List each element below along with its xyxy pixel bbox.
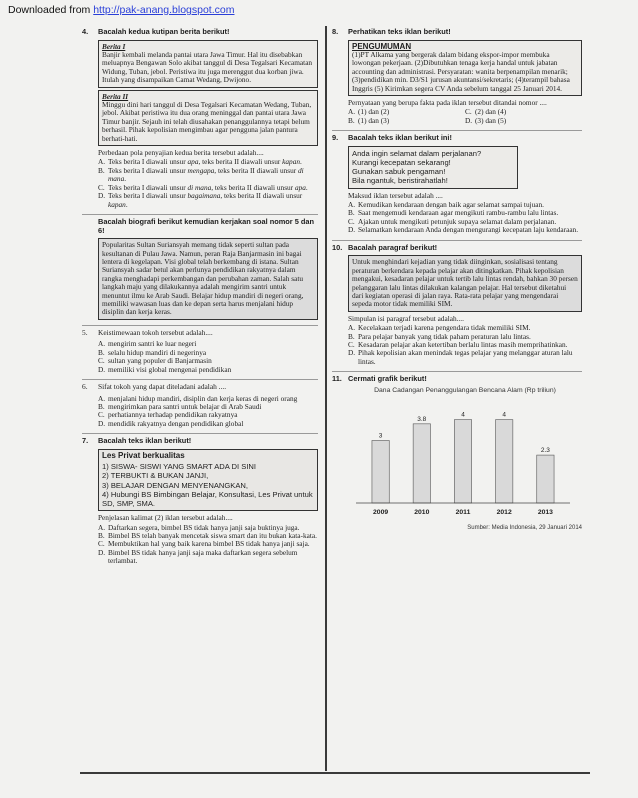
option-text-part: , teks berita II diawali unsur xyxy=(214,165,298,175)
ad-line: Gunakan sabuk pengaman! xyxy=(352,167,446,177)
option-letter: B. xyxy=(98,531,105,541)
news-box-1 xyxy=(98,40,318,88)
bar-value-label: 2.3 xyxy=(540,446,550,454)
question-prompt: Bacalah biografi berikut kemudian kerjakan soal nomor 5 dan 6! xyxy=(98,216,315,235)
question-number: 9. xyxy=(332,133,339,143)
options-grid xyxy=(332,108,582,125)
option-text: mendidik rakyatnya dengan pendidikan global xyxy=(108,418,244,428)
left-column xyxy=(82,26,318,566)
option-text-italic: kapan xyxy=(108,199,126,209)
ad-box-les-privat xyxy=(98,449,318,511)
answer-option[interactable] xyxy=(98,167,318,184)
question-prompt: Bacalah kedua kutipan berita berikut! xyxy=(98,27,230,36)
option-text: Membuktikan hal yang baik karena bimbel BS tidak hanya janji saja. xyxy=(108,539,310,549)
ad-line: Kurangi kecepatan sekarang! xyxy=(352,158,451,168)
option-letter: D. xyxy=(348,348,356,358)
x-tick-label: 2012 xyxy=(496,508,512,516)
answer-option[interactable] xyxy=(98,366,318,374)
option-text: (3) dan (5) xyxy=(475,115,507,125)
option-text: Kesadaran pelajar akan ketertiban berlalu lintas masih memprihatinkan. xyxy=(358,339,568,349)
option-text: mengirimkan para santri untuk belajar di Arab Saudi xyxy=(108,401,262,411)
x-tick-label: 2009 xyxy=(373,508,389,516)
question-10-header xyxy=(332,244,582,253)
bar-value-label: 4 xyxy=(461,411,465,419)
ad-lines xyxy=(352,149,514,186)
option-text-italic: mengapa xyxy=(187,165,215,175)
option-text-italic: bagaimana xyxy=(187,191,221,201)
announcement-box xyxy=(348,40,582,96)
paragraph-box xyxy=(348,255,582,311)
question-prompt: Bacalah teks iklan berikut ini! xyxy=(348,133,452,143)
question-number: 11. xyxy=(332,374,342,384)
x-tick-label: 2010 xyxy=(414,508,430,516)
option-text: Bimbel BS telah banyak mencetak siswa smart dan itu bukan kata-kata. xyxy=(108,531,317,541)
question-number: 10. xyxy=(332,242,343,252)
watermark-prefix: Downloaded from xyxy=(8,4,94,16)
question-5-header xyxy=(82,329,318,338)
ad-box-safety xyxy=(348,146,518,189)
question-stem: Sifat tokoh yang dapat diteladani adalah .... xyxy=(98,381,227,391)
answer-option[interactable] xyxy=(98,420,318,428)
ad-lines xyxy=(102,462,314,508)
ad-line: 4) Hubungi BS Bimbingan Belajar, Konsultasi, Les Privat untuk SD, SMP, SMA. xyxy=(102,489,313,508)
option-letter: A. xyxy=(348,107,356,117)
option-letter: C. xyxy=(98,539,105,549)
question-number: 8. xyxy=(332,27,339,36)
option-letter: A. xyxy=(98,339,106,349)
option-text xyxy=(108,167,318,184)
news-box-2 xyxy=(98,90,318,146)
question-prompt: Cermati grafik berikut! xyxy=(348,374,427,384)
biography-text: Popularitas Sultan Suriansyah memang tidak seperti sultan pada kesultanan di Pulau Jawa. Namun, peran Raja Banjarmasin ini bagai lentera di kegelapan. Visi global telah berkembang di istana. Sultan Suriansyah sadar betul akan perlunya pendidikan rakyatnya dalam rangka menghadapi perkembangan dan perubahan zaman. Salah satu langkah maju yang dilakukannya adalah mengirim santri untuk menuntut ilmu ke Arab Saudi. Belajar hidup mandiri di negeri orang, memiliki wawasan luas dan ke depan serta harus menjalani hidup disiplin dan kerja keras. xyxy=(102,240,304,317)
option-text: Kemudikan kendaraan dengan baik agar selamat sampai tujuan. xyxy=(358,200,544,210)
option-letter: A. xyxy=(348,200,356,210)
chart-bar xyxy=(454,419,471,502)
question-5-6-header xyxy=(82,218,318,235)
news-title-2: Berita II xyxy=(102,91,129,101)
option-text-part: Teks berita I diawali unsur xyxy=(108,157,188,167)
x-tick-label: 2013 xyxy=(537,508,553,516)
option-text-italic: di mana xyxy=(108,165,304,184)
separator xyxy=(82,379,318,380)
separator xyxy=(332,240,582,241)
option-text-part: , teks berita II diawali unsur xyxy=(220,191,303,201)
question-11-header xyxy=(332,375,582,384)
question-stem: Perbedaan pola penyajian kedua berita tersebut adalah.... xyxy=(98,148,264,158)
news-title-1: Berita I xyxy=(102,41,126,51)
option-text: (1) dan (2) xyxy=(358,107,390,117)
question-7-header xyxy=(82,437,318,446)
option-text: sultan yang populer di Banjarmasin xyxy=(108,356,212,366)
options-list xyxy=(332,324,582,366)
option-letter: B. xyxy=(348,115,355,125)
option-letter: C. xyxy=(348,216,355,226)
ad-line: Bila ngantuk, beristirahatlah! xyxy=(352,176,448,186)
ad-title: Les Privat berkualitas xyxy=(102,450,185,460)
question-number: 5. xyxy=(82,327,88,337)
question-stem: Penjelasan kalimat (2) iklan tersebut adalah.... xyxy=(98,513,233,523)
option-letter: B. xyxy=(98,347,105,357)
option-text: Kecelakaan terjadi karena pengendara tidak memiliki SIM. xyxy=(358,323,531,333)
bar-value-label: 3.8 xyxy=(417,415,427,423)
question-stem: Simpulan isi paragraf tersebut adalah.... xyxy=(348,313,464,323)
x-tick-label: 2011 xyxy=(455,508,471,516)
answer-option[interactable] xyxy=(348,117,465,125)
option-letter: C. xyxy=(98,356,105,366)
option-text: perhatiannya terhadap pendidikan rakyatnya xyxy=(108,410,238,420)
option-text: Pihak kepolisian akan menindak tegas pelajar yang melanggar aturan lalu lintas. xyxy=(358,348,573,366)
option-text: Ajakan untuk mengikuti petunjuk supaya selamat dalam perjalanan. xyxy=(358,216,557,226)
option-letter: B. xyxy=(348,331,355,341)
chart-bar xyxy=(372,440,389,503)
answer-option[interactable] xyxy=(465,117,582,125)
bar-chart xyxy=(348,387,582,533)
option-text-part: , teks berita II diawali unsur xyxy=(198,157,283,167)
option-letter: A. xyxy=(98,157,106,167)
question-number: 4. xyxy=(82,27,89,36)
option-text: Saat mengemudi kendaraan agar mengikuti rambu-rambu lalu lintas. xyxy=(358,208,559,218)
option-text-italic: kapan xyxy=(282,157,301,167)
paragraph-text: Untuk menghindari kejadian yang tidak diinginkan, sosialisasi tentang peraturan berkendara kepada pelajar akan ditingkatkan. Pihak kepolisian mengakui, kesadaran pelajar untuk tertib lalu lintas rendah, bahkan 30 persen pelanggaran lalu lintas dilakukan kalangan pelajar. Hal tersebut diketahui dari kegiatan operasi di jalan raya. Rata-rata pelajar yang mengendarai sepeda motor tidak memiliki SIM. xyxy=(352,257,578,309)
answer-option[interactable] xyxy=(98,549,318,566)
options-list xyxy=(82,395,318,429)
option-letter: A. xyxy=(348,323,356,333)
bar-value-label: 4 xyxy=(502,411,507,419)
option-letter: C. xyxy=(98,182,105,192)
question-stem: Pernyataan yang berupa fakta pada iklan tersebut ditandai nomor .... xyxy=(348,98,547,108)
question-prompt: Bacalah paragraf berikut! xyxy=(348,242,438,252)
options-list xyxy=(82,524,318,566)
ad-line: Anda ingin selamat dalam perjalanan? xyxy=(352,148,482,158)
bar-value-label: 3 xyxy=(378,432,383,440)
chart-bar xyxy=(413,424,430,503)
ad-line: 3) BELAJAR DENGAN MENYENANGKAN, xyxy=(102,480,249,490)
column-divider xyxy=(325,26,327,771)
option-text-italic: apa xyxy=(294,182,306,192)
watermark-link[interactable]: http://pak-anang.blogspot.com xyxy=(93,4,235,16)
option-letter: B. xyxy=(348,208,355,218)
announcement-title: PENGUMUMAN xyxy=(352,41,412,51)
option-letter: D. xyxy=(98,418,106,428)
option-text-part: . xyxy=(125,199,128,209)
question-6-header xyxy=(82,383,318,392)
option-text: menjalani hidup mandiri, disiplin dan kerja keras di negeri orang xyxy=(108,393,298,403)
option-letter: D. xyxy=(348,225,356,235)
biography-box xyxy=(98,238,318,320)
option-text: mengirim santri ke luar negeri xyxy=(108,339,197,349)
chart-title: Dana Cadangan Penanggulangan Bencana Alam (Rp triliun) xyxy=(374,386,556,394)
question-stem: Keistimewaan tokoh tersebut adalah.... xyxy=(98,327,213,337)
option-letter: D. xyxy=(98,364,106,374)
separator xyxy=(332,371,582,372)
option-letter: B. xyxy=(98,401,105,411)
news-text-2: Minggu dini hari tanggul di Desa Tegalsari Kecamatan Wedang, Tuban, jebol. Akibat peristiwa itu dua orang meninggal dan pantai utara Jawa Timur banjir. Sejauh ini telah diusahakan penanggulannya tetapi belum berhasil. Pihak kepolisian mengimbau agar pengguna jalan pantura berhati-hati. xyxy=(102,100,312,143)
bottom-rule xyxy=(80,772,590,774)
option-text: Daftarkan segera, bimbel BS tidak hanya janji saja buktinya juga. xyxy=(108,522,300,532)
option-letter: D. xyxy=(98,191,106,201)
option-text: selalu hidup mandiri di negerinya xyxy=(108,347,207,357)
question-prompt: Bacalah teks iklan berikut! xyxy=(98,436,192,446)
question-prompt: Perhatikan teks iklan berikut! xyxy=(348,27,451,36)
answer-option[interactable] xyxy=(348,226,582,234)
answer-option[interactable] xyxy=(348,349,582,366)
option-text: Para pelajar banyak yang tidak paham peraturan lalu lintas. xyxy=(358,331,531,341)
separator xyxy=(332,130,582,131)
chart-source: Sumber: Media Indonesia, 29 Januari 2014 xyxy=(467,525,582,532)
question-number: 6. xyxy=(82,381,88,391)
option-text xyxy=(108,192,318,209)
separator xyxy=(82,214,318,215)
download-watermark xyxy=(8,4,234,16)
chart-svg xyxy=(348,395,578,521)
option-text-italic: di mana xyxy=(187,182,212,192)
option-text-italic: apa xyxy=(187,157,199,167)
option-letter: D. xyxy=(465,115,473,125)
separator xyxy=(82,325,318,326)
option-text: Selamatkan kendaraan Anda dengan mengurangi kecepatan laju kendaraan. xyxy=(358,225,579,235)
option-text-part: Teks berita I diawali unsur xyxy=(108,182,188,192)
answer-option[interactable] xyxy=(98,192,318,209)
option-text-part: . xyxy=(124,174,127,184)
option-letter: A. xyxy=(98,522,106,532)
question-8-header xyxy=(332,28,582,37)
options-list xyxy=(82,158,318,208)
option-text-part: . xyxy=(305,182,308,192)
question-number: 7. xyxy=(82,436,89,446)
ad-line: 2) TERBUKTI & BUKAN JANJI, xyxy=(102,471,209,481)
question-stem: Maksud iklan tersebut adalah .... xyxy=(348,190,443,200)
chart-bar xyxy=(496,419,513,502)
chart-bar xyxy=(537,455,554,503)
option-letter: D. xyxy=(98,547,106,557)
option-text-part: . xyxy=(300,157,302,167)
options-list xyxy=(82,340,318,374)
option-text-part: , teks berita II diawali unsur xyxy=(211,182,295,192)
option-letter: C. xyxy=(348,339,355,349)
option-text: (2) dan (4) xyxy=(475,107,507,117)
option-text: Bimbel BS tidak hanya janji saja maka daftarkan segera sebelum terlambat. xyxy=(108,547,298,566)
news-text-1: Banjir kembali melanda pantai utara Jawa Timur. Hal itu disebabkan meluapnya Bengawan Solo akibat tanggul di Desa Tegalsari Kecamatan Widung, Tuban, jebol. Peristiwa itu juga merenggut dua korban jiwa. Itulah yang disampaikan Camat Wedang, Dwijono. xyxy=(102,50,313,85)
question-9-header xyxy=(332,134,582,143)
option-letter: A. xyxy=(98,393,106,403)
right-column xyxy=(332,26,582,533)
option-letter: C. xyxy=(98,410,105,420)
question-4-header xyxy=(82,28,318,37)
option-text-part: Teks berita I diawali unsur xyxy=(108,191,188,201)
announcement-text: (1)PT Alkama yang bergerak dalam bidang ekspor-impor membuka lowongan pekerjaan. (2)Dibutuhkan tenaga kerja handal untuk jabatan accounting dan administrasi. Persyaratan: wanita berpenampilan menarik; (3)pendidikan min. D3/S1 jurusan akuntansi/sekretaris; (4)terampil bahasa Inggris (5) Kirimkan segera CV Anda sebelum tanggal 25 Januari 2014. xyxy=(352,50,570,93)
option-letter: B. xyxy=(98,165,105,175)
option-letter: C. xyxy=(465,107,472,117)
option-text: (1) dan (3) xyxy=(358,115,390,125)
ad-line: 1) SISWA- SISWI YANG SMART ADA DI SINI xyxy=(102,462,257,472)
option-text-part: Teks berita I diawali unsur xyxy=(108,165,188,175)
options-list xyxy=(332,201,582,235)
option-text: memiliki visi global mengenai pendidikan xyxy=(108,364,232,374)
separator xyxy=(82,433,318,434)
options-row xyxy=(348,117,582,125)
